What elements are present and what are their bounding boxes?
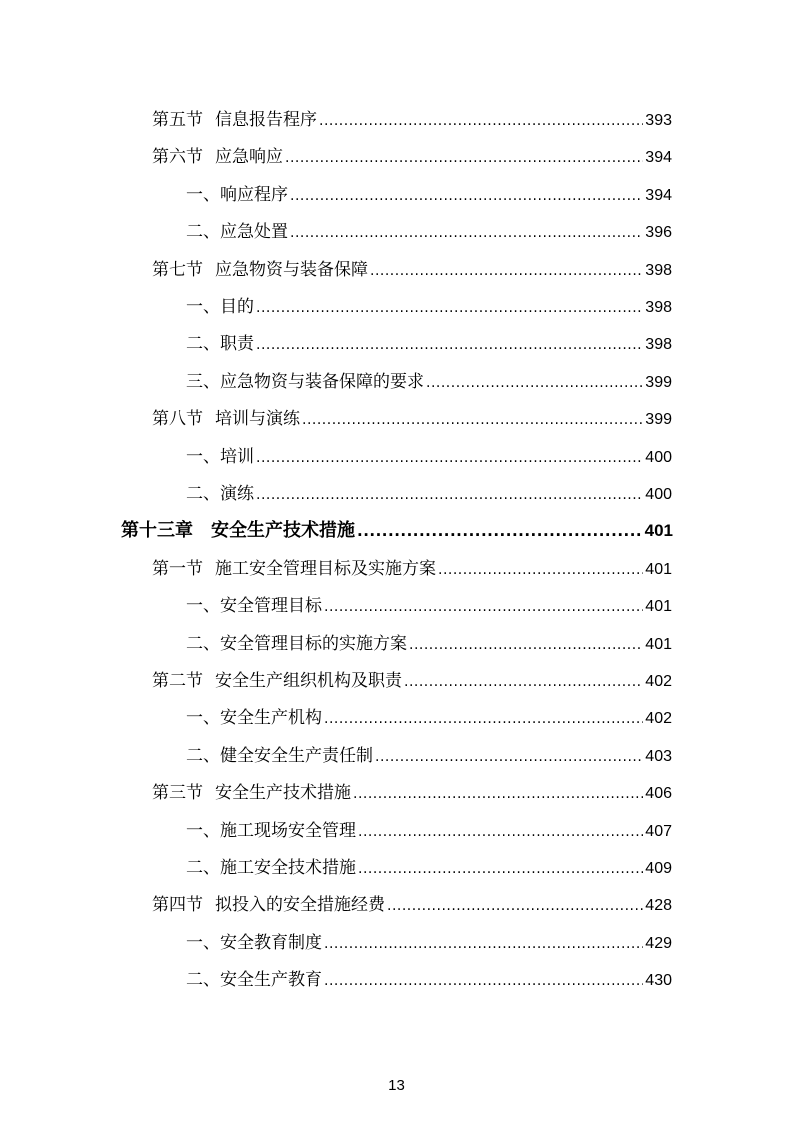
toc-entry-number: 第五节 [152, 110, 203, 130]
toc-entry-title: 施工安全技术措施 [220, 858, 356, 878]
toc-dot-leader [438, 555, 643, 585]
toc-entry-title: 应急响应 [215, 147, 283, 168]
toc-dot-leader [256, 443, 643, 473]
toc-dot-leader [324, 929, 643, 959]
toc-entry-number: 一、 [186, 708, 220, 729]
toc-entry[interactable] [186, 853, 672, 883]
toc-entry-title: 拟投入的安全措施经费 [215, 895, 385, 916]
toc-entry-title: 安全管理目标 [220, 596, 322, 617]
toc-dot-leader [387, 891, 643, 921]
toc-dot-leader [404, 667, 643, 697]
toc-entry[interactable] [186, 217, 672, 247]
toc-entry[interactable] [186, 629, 672, 659]
toc-entry-title: 目的 [220, 297, 254, 317]
toc-entry[interactable] [186, 816, 672, 846]
toc-entry[interactable] [186, 965, 672, 995]
toc-entry-number: 二、 [186, 633, 220, 654]
toc-entry[interactable] [186, 928, 672, 958]
toc-entry-number: 一、 [186, 596, 220, 617]
toc-entry-page: 394 [645, 149, 672, 167]
toc-entry-page: 399 [645, 411, 672, 429]
toc-entry-title: 安全管理目标的实施方案 [220, 633, 407, 654]
toc-entry[interactable] [152, 778, 672, 808]
toc-dot-leader [319, 106, 643, 136]
toc-entry[interactable] [186, 442, 672, 472]
toc-entry-number: 一、 [186, 446, 220, 467]
toc-entry[interactable] [152, 142, 672, 172]
toc-entry[interactable] [186, 180, 672, 210]
toc-entry-title: 安全生产组织机构及职责 [215, 671, 402, 691]
toc-entry-title: 安全生产教育 [220, 970, 322, 991]
toc-entry-page: 409 [645, 860, 672, 877]
toc-dot-leader [357, 516, 643, 546]
toc-entry-page: 406 [645, 785, 672, 803]
toc-entry[interactable] [152, 890, 672, 920]
toc-entry-title: 应急处置 [220, 222, 288, 243]
toc-entry[interactable] [186, 479, 672, 509]
toc-entry-number: 第七节 [152, 259, 203, 280]
toc-entry[interactable] [152, 105, 672, 135]
toc-dot-leader [256, 293, 643, 323]
toc-entry-number: 第一节 [152, 558, 203, 579]
toc-entry-number: 一、 [186, 184, 220, 205]
toc-entry-number: 二、 [186, 222, 220, 243]
toc-entry-title: 安全教育制度 [220, 932, 322, 953]
toc-dot-leader [358, 817, 643, 847]
toc-entry-page: 402 [645, 710, 672, 728]
toc-entry-title: 信息报告程序 [215, 110, 317, 130]
toc-entry-page: 403 [645, 747, 672, 765]
toc-entry-page: 407 [645, 822, 672, 840]
toc-entry-title: 安全生产机构 [220, 708, 322, 729]
toc-dot-leader [370, 256, 643, 286]
toc-dot-leader [358, 854, 643, 884]
toc-entry[interactable] [121, 516, 673, 546]
toc-entry-title: 应急物资与装备保障的要求 [220, 371, 424, 392]
toc-entry-title: 健全安全生产责任制 [220, 745, 373, 766]
toc-entry-page: 398 [645, 336, 672, 354]
toc-entry-page: 400 [645, 448, 672, 466]
toc-entry-page: 393 [645, 112, 672, 129]
toc-entry-number: 第四节 [152, 895, 203, 916]
toc-entry-number: 二、 [186, 970, 220, 991]
toc-entry[interactable] [152, 404, 672, 434]
toc-entry[interactable] [186, 741, 672, 771]
toc-entry-number: 二、 [186, 484, 220, 504]
toc-entry-number: 第六节 [152, 147, 203, 168]
toc-entry-number: 二、 [186, 334, 220, 355]
toc-dot-leader [426, 368, 643, 398]
toc-entry-page: 430 [645, 972, 672, 990]
toc-entry[interactable] [186, 591, 672, 621]
toc-entry-title: 安全生产技术措施 [215, 783, 351, 804]
toc-entry-title: 培训 [220, 446, 254, 467]
toc-entry[interactable] [186, 367, 672, 397]
toc-entry-number: 第八节 [152, 409, 203, 430]
toc-entry[interactable] [186, 329, 672, 359]
toc-entry-number: 第三节 [152, 783, 203, 804]
toc-entry-number: 第二节 [152, 671, 203, 691]
toc-dot-leader [324, 966, 643, 996]
toc-dot-leader [285, 143, 643, 173]
toc-entry-title: 职责 [220, 334, 254, 355]
toc-entry-page: 398 [645, 261, 672, 279]
toc-entry-page: 428 [645, 897, 672, 915]
toc-entry-page: 396 [645, 224, 672, 242]
toc-entry-page: 399 [645, 373, 672, 391]
toc-entry-page: 401 [645, 560, 672, 578]
toc-entry-number: 一、 [186, 297, 220, 317]
toc-entry[interactable] [152, 554, 672, 584]
toc-entry-title: 演练 [220, 484, 254, 504]
toc-entry-page: 398 [645, 299, 672, 316]
toc-entry-number: 二、 [186, 745, 220, 766]
toc-entry-title: 培训与演练 [215, 409, 300, 430]
toc-entry-page: 401 [645, 598, 672, 616]
toc-dot-leader [256, 480, 643, 510]
toc-entry-number: 一、 [186, 932, 220, 953]
toc-entry[interactable] [152, 666, 672, 696]
toc-dot-leader [302, 405, 643, 435]
toc-entry[interactable] [186, 703, 672, 733]
toc-dot-leader [256, 330, 643, 360]
toc-dot-leader [353, 779, 643, 809]
toc-dot-leader [324, 592, 643, 622]
toc-dot-leader [409, 630, 643, 660]
toc-entry[interactable] [152, 255, 672, 285]
toc-entry-title: 施工安全管理目标及实施方案 [215, 558, 436, 579]
toc-entry-page: 429 [645, 934, 672, 952]
toc-entry-title: 安全生产技术措施 [211, 520, 355, 542]
toc-dot-leader [290, 218, 643, 248]
toc-entry[interactable] [186, 292, 672, 322]
toc-entry-page: 394 [645, 186, 672, 204]
toc-entry-number: 一、 [186, 820, 220, 841]
toc-entry-title: 施工现场安全管理 [220, 820, 356, 841]
toc-entry-page: 401 [645, 635, 672, 653]
toc-entry-title: 应急物资与装备保障 [215, 259, 368, 280]
toc-entry-page: 400 [645, 486, 672, 503]
toc-entry-number: 二、 [186, 858, 220, 878]
toc-entry-title: 响应程序 [220, 184, 288, 205]
toc-entry-number: 三、 [186, 371, 220, 392]
toc-dot-leader [324, 704, 643, 734]
toc-dot-leader [375, 742, 643, 772]
toc-dot-leader [290, 181, 643, 211]
page-number: 13 [388, 1077, 405, 1094]
toc-entry-page: 402 [645, 673, 672, 690]
toc-entry-page: 401 [644, 521, 673, 541]
toc-entry-number: 第十三章 [121, 520, 193, 542]
